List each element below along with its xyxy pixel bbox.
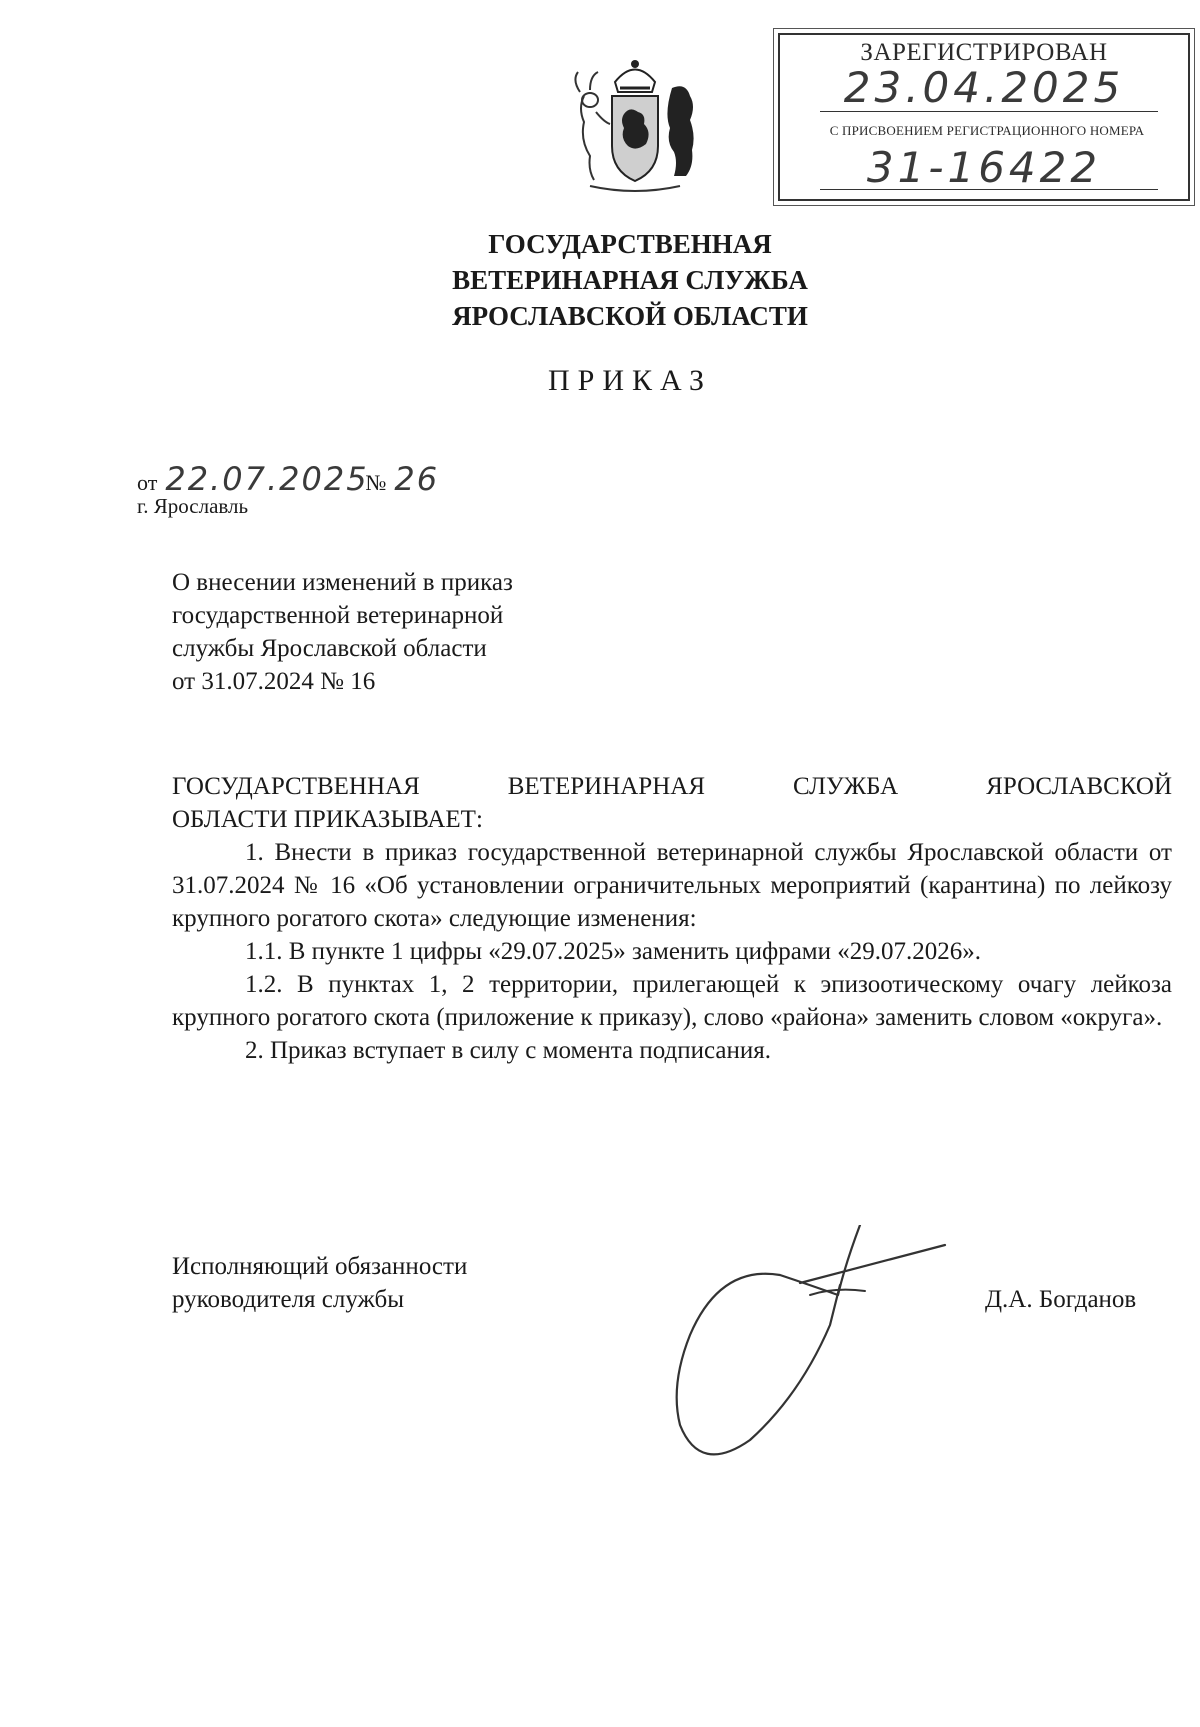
document-body [172, 770, 1172, 1067]
handwritten-signature-icon [660, 1225, 950, 1485]
body-paragraph-2: 2. Приказ вступает в силу с момента подписания. [245, 1037, 771, 1064]
body-paragraph-1-2: 1.2. В пунктах 1, 2 территории, прилегающей к эпизоотическому очагу лейкоза крупного рогатого скота (приложение к приказу), слово «района» заменить словом «округа». [172, 971, 1172, 1031]
stamp-registration-number: 31-16422 [866, 143, 1102, 192]
organization-name-line-2: ВЕТЕРИНАРНАЯ СЛУЖБА [452, 265, 808, 295]
date-prefix: от [137, 470, 158, 495]
document-city: г. Ярославль [137, 494, 249, 518]
stamp-subtitle: С ПРИСВОЕНИЕМ РЕГИСТРАЦИОННОГО НОМЕРА [829, 123, 1145, 138]
organization-name-line-1: ГОСУДАРСТВЕННАЯ [488, 229, 772, 259]
signatory-position [172, 1250, 467, 1316]
document-type-title: ПРИКАЗ [548, 364, 712, 397]
organization-name-line-3: ЯРОСЛАВСКОЙ ОБЛАСТИ [452, 301, 808, 331]
handwritten-date: 22.07.2025 [165, 460, 369, 498]
body-lead-line-1: ГОСУДАРСТВЕННАЯ ВЕТЕРИНАРНАЯ СЛУЖБА ЯРОСЛАВСКОЙ [172, 773, 1172, 800]
document-subject [172, 566, 672, 698]
number-prefix: № [365, 470, 387, 495]
subject-line: О внесении изменений в приказ [172, 569, 513, 596]
body-paragraph-1-1: 1.1. В пункте 1 цифры «29.07.2025» заменить цифрами «29.07.2026». [245, 938, 981, 965]
stamp-date: 23.04.2025 [843, 63, 1125, 112]
body-paragraph-1: 1. Внести в приказ государственной ветеринарной службы Ярославской области от 31.07.2024 № 16 «Об установлении ограничительных мероприятий (карантина) по лейкозу крупного рогатого скота» следующие изменения: [172, 839, 1172, 932]
subject-line: государственной ветеринарной [172, 602, 504, 629]
registration-stamp [778, 33, 1190, 201]
coat-of-arms-icon [560, 52, 710, 202]
handwritten-number: 26 [394, 460, 440, 498]
stamp-divider [820, 111, 1158, 112]
signatory-position-line-1: Исполняющий обязанности [172, 1253, 468, 1280]
subject-line: от 31.07.2024 № 16 [172, 668, 376, 695]
signatory-position-line-2: руководителя службы [172, 1286, 405, 1313]
signatory-name: Д.А. Богданов [985, 1286, 1137, 1313]
body-lead-line-2: ОБЛАСТИ ПРИКАЗЫВАЕТ: [172, 806, 483, 833]
stamp-divider [820, 189, 1158, 190]
stamp-title: ЗАРЕГИСТРИРОВАН [860, 39, 1108, 66]
subject-line: службы Ярославской области [172, 635, 487, 662]
document-date-line [137, 460, 439, 498]
